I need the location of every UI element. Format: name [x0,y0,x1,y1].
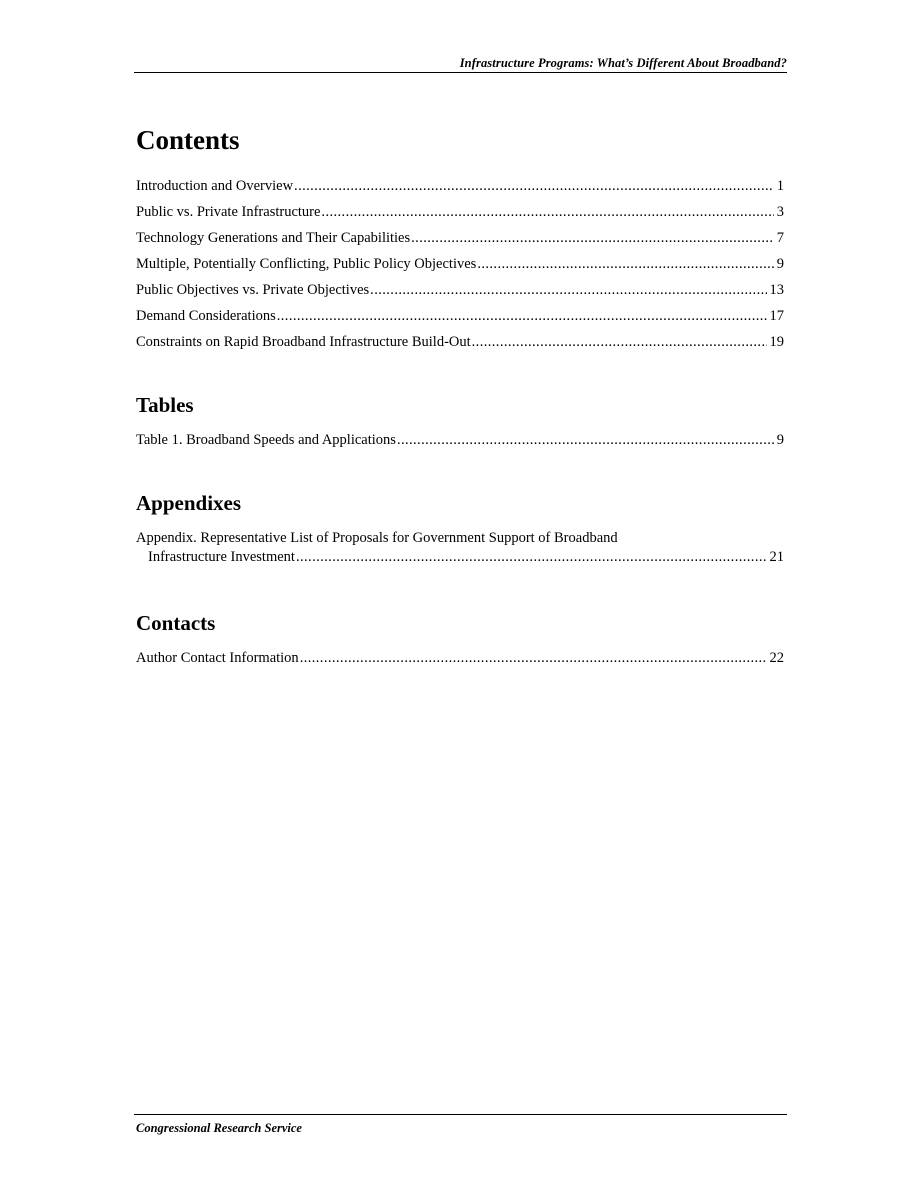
toc-entry-label: Table 1. Broadband Speeds and Applications [136,432,396,448]
toc-entry-page: 9 [776,432,784,448]
dot-leader [294,173,774,199]
toc-entry-label-continued: Infrastructure Investment [148,549,295,565]
toc-entry-label: Technology Generations and Their Capabilities [136,230,411,246]
running-footer: Congressional Research Service [136,1121,302,1135]
contents-list [136,173,784,355]
toc-entry-page: 21 [769,549,784,565]
toc-entry-page: 17 [769,308,784,324]
toc-entry[interactable] [136,173,784,199]
table-of-contents [136,122,784,671]
toc-entry-page: 22 [769,650,784,666]
dot-leader [321,199,773,225]
dot-leader [277,303,767,329]
appendixes-heading: Appendixes [136,491,242,515]
toc-entry-label: Multiple, Potentially Conflicting, Public Policy Objectives [136,256,477,272]
toc-entry[interactable] [136,645,784,671]
toc-entry-page: 13 [769,282,784,298]
toc-entry[interactable] [136,529,784,567]
toc-entry[interactable] [136,199,784,225]
tables-heading: Tables [136,393,194,417]
toc-entry[interactable] [136,251,784,277]
toc-entry-page: 3 [776,204,784,220]
dot-leader [296,548,767,567]
dot-leader [472,329,767,355]
header-rule [134,72,787,73]
toc-entry-label: Public vs. Private Infrastructure [136,204,321,220]
toc-entry[interactable] [136,427,784,453]
toc-entry[interactable] [136,225,784,251]
toc-entry-label: Author Contact Information [136,650,299,666]
toc-entry-page: 7 [776,230,784,246]
toc-entry[interactable] [136,329,784,355]
contents-heading: Contents [136,125,240,155]
toc-entry-label: Appendix. Representative List of Proposals for Government Support of Broadband [136,530,618,546]
toc-entry-label: Demand Considerations [136,308,276,324]
toc-entry-label: Constraints on Rapid Broadband Infrastructure Build-Out [136,334,471,350]
contacts-list [136,645,784,671]
footer-rule [134,1114,787,1115]
toc-entry-label: Public Objectives vs. Private Objectives [136,282,370,298]
dot-leader [411,225,774,251]
toc-entry-page: 9 [776,256,784,272]
toc-entry-page: 19 [769,334,784,350]
running-header: Infrastructure Programs: What’s Different About Broadband? [459,56,787,70]
toc-entry[interactable] [136,303,784,329]
dot-leader [300,645,767,671]
dot-leader [370,277,766,303]
toc-entry[interactable] [136,277,784,303]
contacts-heading: Contacts [136,611,216,635]
toc-entry-page: 1 [776,178,784,194]
toc-entry-label: Introduction and Overview [136,178,294,194]
dot-leader [477,251,773,277]
dot-leader [397,427,774,453]
tables-list [136,427,784,453]
